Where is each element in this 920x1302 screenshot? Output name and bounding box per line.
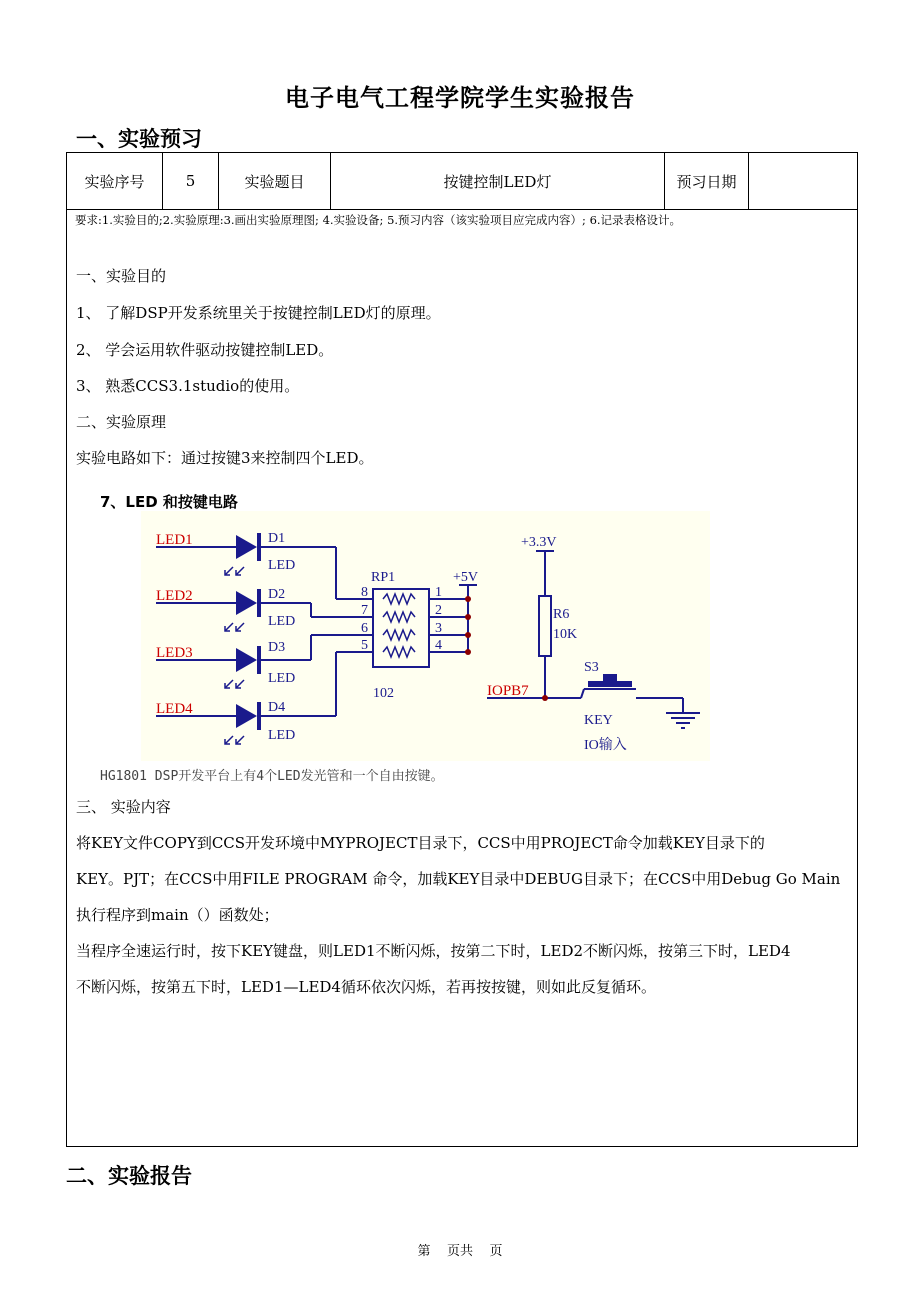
- content-line-2: KEY。PJT；在CCS中用FILE PROGRAM 命令，加载KEY目录中DEBUG目录下；在CCS中用Debug Go Main: [76, 870, 841, 888]
- label-led4: LED4: [156, 701, 193, 717]
- label-d1-type: LED: [268, 558, 296, 573]
- pin-1: 1: [435, 585, 442, 600]
- requirements-text: 要求:1.实验目的;2.实验原理:3.画出实验原理图; 4.实验设备; 5.预习内容（该实验项目应完成内容）; 6.记录表格设计。: [75, 213, 682, 227]
- label-s3: S3: [584, 660, 599, 675]
- label-d3: D3: [268, 640, 286, 655]
- page-footer: [0, 1240, 920, 1259]
- content-line-4: 当程序全速运行时，按下KEY键盘，则LED1不断闪烁，按第二下时，LED2不断闪烁，按第三下时，LED4: [76, 942, 791, 960]
- topic-value: 按键控制LED灯: [443, 172, 552, 191]
- label-led2: LED2: [156, 588, 193, 604]
- page-title: 电子电气工程学院学生实验报告: [285, 84, 635, 112]
- page-footer-text: 第 页共 页: [417, 1244, 503, 1259]
- content-line-3: 执行程序到main（）函数处；: [76, 906, 279, 924]
- label-d2: D2: [268, 587, 286, 602]
- seq-value: 5: [185, 172, 196, 190]
- label-d4-type: LED: [268, 728, 296, 743]
- label-d1: D1: [268, 531, 286, 546]
- preview-table: [66, 152, 858, 1147]
- header-row: [67, 153, 857, 210]
- date-label: 预习日期: [676, 172, 737, 191]
- label-r6-value: 10K: [553, 627, 578, 642]
- pin-8: 8: [361, 585, 368, 600]
- label-rp1-value: 102: [373, 686, 394, 701]
- pin-7: 7: [361, 603, 368, 618]
- label-r6: R6: [553, 607, 570, 622]
- principle-heading: 二、实验原理: [76, 413, 167, 431]
- pin-4: 4: [435, 638, 442, 653]
- purpose-item-2: 2、 学会运用软件驱动按键控制LED。: [76, 341, 334, 359]
- label-key: KEY: [584, 713, 613, 728]
- principle-text: 实验电路如下：通过按键3来控制四个LED。: [76, 449, 374, 467]
- label-d3-type: LED: [268, 671, 296, 686]
- seq-label: 实验序号: [84, 172, 145, 191]
- content-line-1: 将KEY文件COPY到CCS开发环境中MYPROJECT目录下，CCS中用PROJECT命令加载KEY目录下的: [76, 834, 765, 852]
- label-d4: D4: [268, 700, 286, 715]
- label-led3: LED3: [156, 645, 193, 661]
- label-rp1: RP1: [371, 570, 396, 585]
- label-d2-type: LED: [268, 614, 296, 629]
- section-heading-report: 二、实验报告: [66, 1164, 192, 1188]
- pin-3: 3: [435, 621, 442, 636]
- date-value: [749, 153, 857, 209]
- section-heading-preview: 一、实验预习: [76, 127, 202, 151]
- content-heading: 三、 实验内容: [76, 798, 171, 816]
- pin-5: 5: [361, 638, 368, 653]
- label-io-input: IO输入: [584, 738, 627, 753]
- pin-2: 2: [435, 603, 442, 618]
- label-iopb7: IOPB7: [487, 683, 529, 699]
- purpose-heading: 一、实验目的: [76, 267, 167, 285]
- purpose-item-1: 1、 了解DSP开发系统里关于按键控制LED灯的原理。: [76, 304, 441, 322]
- label-led1: LED1: [156, 532, 193, 548]
- circuit-caption: HG1801 DSP开发平台上有4个LED发光管和一个自由按键。: [100, 769, 444, 784]
- circuit-title: 7、LED 和按键电路: [100, 493, 238, 511]
- label-33v: +3.3V: [521, 535, 557, 550]
- pin-6: 6: [361, 621, 368, 636]
- label-5v: +5V: [453, 570, 479, 585]
- purpose-item-3: 3、 熟悉CCS3.1studio的使用。: [76, 377, 300, 395]
- content-line-5: 不断闪烁，按第五下时，LED1—LED4循环依次闪烁，若再按按键，则如此反复循环。: [76, 978, 656, 996]
- topic-label: 实验题目: [244, 172, 305, 191]
- led-key-circuit-diagram: [141, 511, 710, 761]
